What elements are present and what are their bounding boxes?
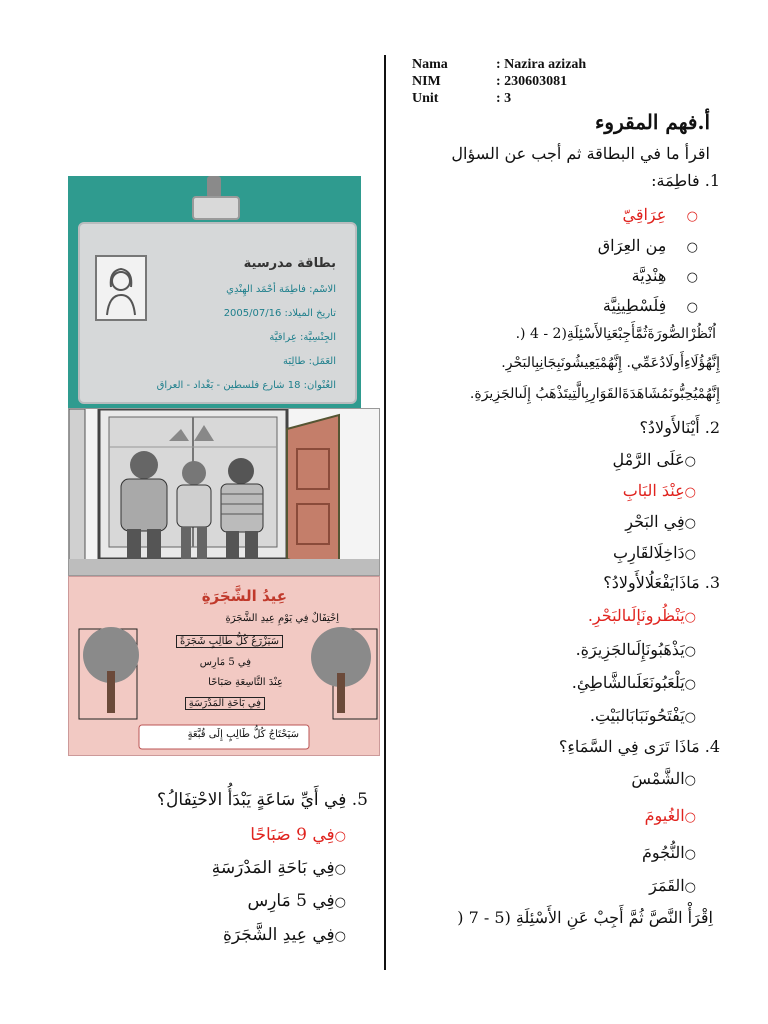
card-strap [207, 176, 221, 198]
name-label: Nama [412, 57, 448, 72]
card-nationality: الجِنْسِيَّة: عِراقيَّة [269, 332, 336, 343]
student-name-row [412, 56, 586, 73]
unit-label: Unit [412, 91, 439, 106]
passage-line-3: إِنَّهُمْيُحِبُّونَمُشَاهَدَةَالقَوَارِبِالَّتِيتَذْهَبُ إِلَىالجَزِيرَةِ. [469, 386, 720, 402]
card-clip [192, 196, 240, 220]
card-birth: تاريخ الميلاد: 2005/07/16 [223, 308, 336, 319]
q4-option-1[interactable]: ○الشَّمْسَ [631, 769, 696, 788]
section-instruction: اقرأ ما في البطاقة ثم أجب عن السؤال [451, 144, 710, 163]
student-nim-row [412, 73, 567, 90]
q5-option-4[interactable]: ○فِي عِيدِ الشَّجَرَةِ [223, 925, 346, 945]
question-3: 3. مَاذَايَفْعَلُالأَولادُ؟ [603, 573, 720, 592]
q1-option-3[interactable]: ○ هِنْدِيَّة [631, 266, 698, 285]
nim-label: NIM [412, 74, 441, 89]
q3-option-3[interactable]: ○يَلْعَبُونَعَلَىالشَّاطِئِ. [571, 673, 696, 692]
poster-title: عِيدُ الشَّجَرَةِ [201, 587, 287, 605]
q4-option-2[interactable]: ○الغُيومَ [644, 806, 696, 825]
card-work: العَمَل: طالِبَة [283, 356, 336, 367]
tree-day-poster [68, 576, 380, 756]
passage-line-2: إِنَّهُؤُلَاءِأَولَادُعَمِّي. إِنَّهُمْيَعِيشُونَبِجَانِبِالبَحْرِ. [501, 355, 720, 371]
q4-option-4[interactable]: ○القَمَرَ [649, 876, 696, 895]
card-address: العُنْوان: 18 شارع فلسطين - بَغْداد - العراق [156, 380, 336, 391]
poster-line-5: فِي بَاحَةِ المَدْرَسَةِ [185, 697, 265, 710]
q2-option-4[interactable]: ○دَاخِلَالقَارِبِ [613, 543, 696, 562]
card-name: الاسْم: فاطِمَة أحْمَد الهِنْدِي [226, 284, 336, 295]
card-title: بطاقة مدرسية [243, 256, 336, 271]
q3-option-2[interactable]: ○يَذْهَبُونَإِلَىالجَزِيرَةِ. [575, 640, 696, 659]
q5-option-1[interactable]: ○فِي 9 صَبَاحًا [250, 825, 346, 845]
poster-line-2: سَيَزْرَعُ كُلُّ طَالِبٍ شَجَرَةً [176, 635, 283, 648]
q3-option-1[interactable]: ○يَنْظُرونَإلَىالبَحْرِ. [587, 606, 696, 625]
student-unit-row [412, 90, 511, 107]
poster-line-4: عِنْدَ التَّاسِعَةِ صَبَاحًا [208, 677, 283, 688]
question-5: 5. فِي أَيِّ سَاعَةٍ يَبْدَأُ الاحْتِفَالُ؟ [157, 790, 368, 810]
q3-option-4[interactable]: ○يَفْتَحُونَبَابَالبَيْتِ. [589, 706, 696, 725]
q5-option-2[interactable]: ○فِي بَاحَةِ المَدْرَسَةِ [211, 858, 346, 878]
q4-option-3[interactable]: ○النُّجُومَ [642, 843, 696, 862]
poster-footer: سَيَحْتَاجُ كُلُّ طَالِبٍ إِلَى قُبَّعَةٍ [187, 729, 299, 740]
column-divider [384, 55, 386, 970]
card-photo [95, 255, 147, 321]
passage-2-instruction: اِقْرَأْ النَّصَّ ثُمَّ أَجِبْ عَنِ الأَسْئِلَةِ (5 - 7 ( [457, 908, 713, 927]
q1-option-2[interactable]: ○ مِن العِرَاق [597, 236, 698, 255]
nim-value: : 230603081 [496, 74, 568, 89]
q2-option-1[interactable]: ○عَلَى الرَّمْلِ [612, 450, 696, 469]
section-title: أ.فهم المقروء [595, 110, 710, 134]
question-2: 2. أَيْنَالأَولادُ؟ [639, 418, 720, 437]
poster-line-1: اِحْتِفَالٌ فِي يَوْمِ عِيدِ الشَّجَرَةِ [225, 613, 339, 624]
q5-option-3[interactable]: ○فِي 5 مَارِس [247, 891, 346, 911]
children-door-illustration [68, 408, 380, 576]
passage-line-1: اُنْظُرْالصُّورَةَثُمَّأَجِبْعَنِالأَسْئِلَةِ(2 - 4 (. [515, 326, 716, 342]
q1-option-1[interactable]: ○ عِرَاقِيّ [622, 205, 698, 224]
q2-option-2[interactable]: ○عِنْدَ البَابِ [622, 481, 696, 500]
q1-option-4[interactable]: ○ فِلَسْطِينِيَّة [602, 296, 698, 315]
name-value: : Nazira azizah [496, 57, 587, 72]
poster-line-3: فِي 5 مَارِس [199, 657, 251, 668]
unit-value: : 3 [496, 91, 512, 106]
question-4: 4. مَاذَا تَرَى فِي السَّمَاءِ؟ [558, 737, 720, 756]
q2-option-3[interactable]: ○فِي البَحْرِ [625, 512, 696, 531]
question-1: 1. فاطِمَة: [651, 171, 720, 190]
